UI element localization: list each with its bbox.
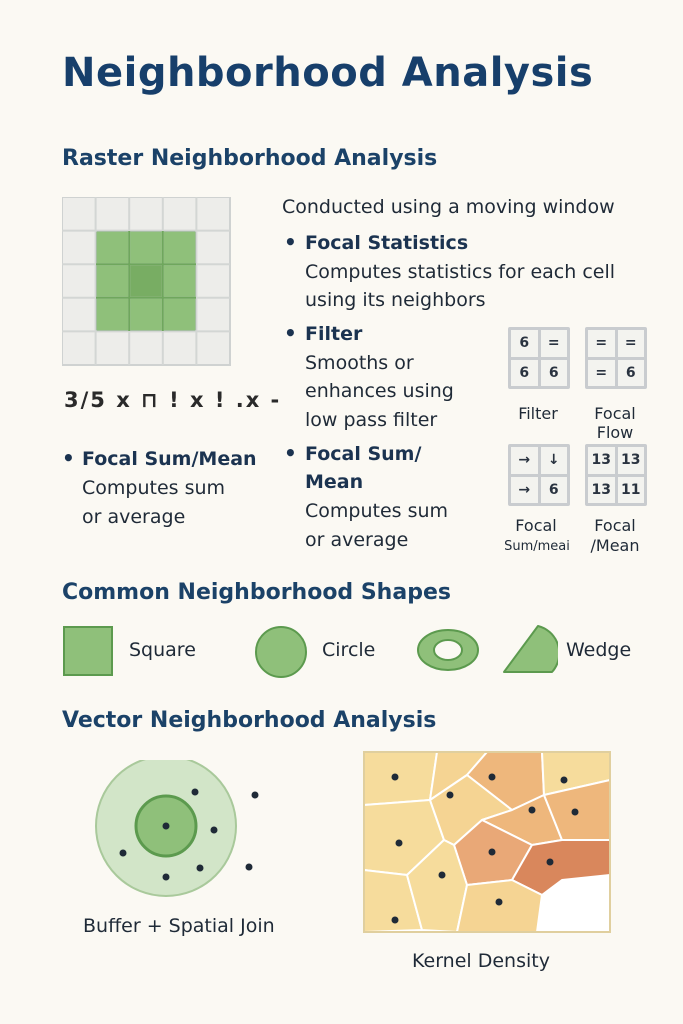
mini-label-focal-mean-2: /Mean <box>590 536 640 555</box>
bullet-icon: • <box>284 230 297 254</box>
mini-grid-focal-mean <box>585 444 647 506</box>
mini-cell: 6 <box>511 330 538 357</box>
shape-label-wedge: Wedge <box>566 639 632 661</box>
mini-grid-focal-sum <box>508 444 570 506</box>
mini-cell: = <box>618 330 645 357</box>
mini-cell: = <box>588 360 615 387</box>
mini-label-focal-mean-1: Focal <box>594 516 636 535</box>
focal-stats-desc1: Computes statistics for each cell <box>305 261 616 283</box>
bullet-icon: • <box>284 321 297 345</box>
buffer-diagram <box>90 760 270 910</box>
mini-cell: 6 <box>511 360 538 387</box>
focal-sum-left-desc2: or average <box>82 506 186 528</box>
grid-caption: 3/5 x ⊓ ! x ! .x - <box>64 388 282 412</box>
center-cell <box>129 264 163 298</box>
mini-label-focal-sum-1: Focal <box>515 516 557 535</box>
filter-desc1: Smooths or <box>305 352 414 374</box>
focal-sum-left-desc1: Computes sum <box>82 477 226 499</box>
filter-name: Filter <box>305 323 363 345</box>
page-title: Neighborhood Analysis <box>62 50 594 96</box>
moving-window-intro: Conducted using a moving window <box>282 196 615 218</box>
wedge-shape-icon <box>500 622 558 676</box>
mini-cell: → <box>511 477 538 504</box>
mini-label-focal: Focal <box>594 404 636 423</box>
mini-cell: 13 <box>618 447 645 474</box>
mini-cell: 6 <box>618 360 645 387</box>
bullet-icon: • <box>284 441 297 465</box>
mini-label-focal-sum-2: Sum/meai <box>504 539 570 554</box>
focal-sum-mid-name1: Focal Sum/ <box>305 443 422 465</box>
filter-desc3: low pass filter <box>305 409 438 431</box>
mini-cell: = <box>541 330 568 357</box>
annulus-shape-icon <box>415 627 481 673</box>
mini-label-flow: Flow <box>596 423 634 442</box>
filter-desc2: enhances using <box>305 380 454 402</box>
mini-cell: 13 <box>588 477 615 504</box>
focal-sum-mid-name2: Mean <box>305 471 364 493</box>
focal-sum-left-name: Focal Sum/Mean <box>82 448 257 470</box>
mini-cell: ↓ <box>541 447 568 474</box>
vector-heading: Vector Neighborhood Analysis <box>62 708 437 733</box>
buffer-label: Buffer + Spatial Join <box>83 915 275 937</box>
shape-label-square: Square <box>129 639 196 661</box>
shapes-heading: Common Neighborhood Shapes <box>62 580 451 605</box>
focal-sum-mid-desc1: Computes sum <box>305 500 449 522</box>
mini-grid-filter <box>508 327 570 389</box>
mini-grid-focal-flow <box>585 327 647 389</box>
raster-heading: Raster Neighborhood Analysis <box>62 146 438 171</box>
mini-cell: 6 <box>541 477 568 504</box>
mini-cell: 11 <box>618 477 645 504</box>
kernel-label: Kernel Density <box>412 950 550 972</box>
bullet-icon: • <box>62 446 75 470</box>
focal-stats-name: Focal Statistics <box>305 232 469 254</box>
circle-shape-icon <box>253 624 309 680</box>
focal-stats-desc2: using its neighbors <box>305 289 486 311</box>
mini-cell: → <box>511 447 538 474</box>
raster-grid <box>62 197 232 367</box>
mini-cell: = <box>588 330 615 357</box>
focal-sum-mid-desc2: or average <box>305 529 409 551</box>
square-shape-icon <box>62 625 114 677</box>
mini-label-filter: Filter <box>518 404 558 423</box>
kernel-density-map <box>362 750 612 935</box>
mini-cell: 6 <box>541 360 568 387</box>
mini-cell: 13 <box>588 447 615 474</box>
shape-label-circle: Circle <box>322 639 376 661</box>
